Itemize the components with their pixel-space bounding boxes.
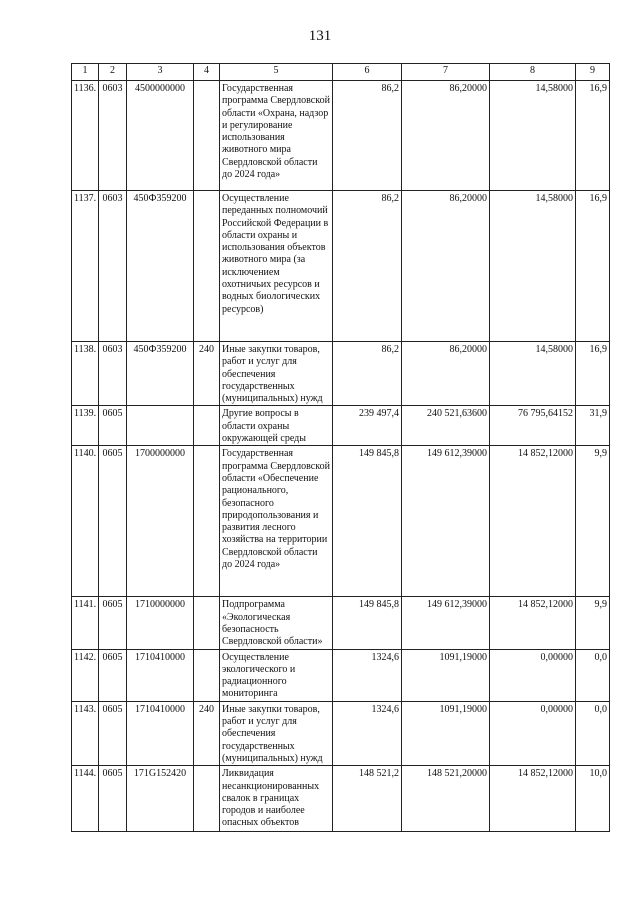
target-code: 450Ф359200 bbox=[127, 191, 194, 342]
table-row bbox=[72, 81, 610, 191]
section-code: 0603 bbox=[99, 342, 127, 406]
expense-code bbox=[194, 766, 220, 832]
row-number: 1138. bbox=[72, 342, 99, 406]
table-row bbox=[72, 406, 610, 446]
percent-value: 31,9 bbox=[576, 406, 610, 446]
expense-code bbox=[194, 446, 220, 597]
plan-value: 149 845,8 bbox=[333, 446, 402, 597]
plan-value: 86,2 bbox=[333, 81, 402, 191]
row-number: 1144. bbox=[72, 766, 99, 832]
plan-value: 149 845,8 bbox=[333, 597, 402, 649]
target-code: 450Ф359200 bbox=[127, 342, 194, 406]
row-number: 1139. bbox=[72, 406, 99, 446]
section-code: 0605 bbox=[99, 406, 127, 446]
item-name: Подпрограмма «Экологическая безопасность Свердловской области» bbox=[220, 597, 333, 649]
executed-value: 14 852,12000 bbox=[490, 766, 576, 832]
percent-value: 0,0 bbox=[576, 701, 610, 765]
row-number: 1137. bbox=[72, 191, 99, 342]
page-number: 131 bbox=[308, 28, 332, 44]
section-code: 0605 bbox=[99, 649, 127, 701]
section-code: 0605 bbox=[99, 701, 127, 765]
item-name: Иные закупки товаров, работ и услуг для обеспечения государственных (муниципальных) нужд bbox=[220, 342, 333, 406]
plan-value: 86,2 bbox=[333, 191, 402, 342]
expense-code bbox=[194, 649, 220, 701]
plan-value: 1324,6 bbox=[333, 701, 402, 765]
table-row bbox=[72, 342, 610, 406]
expense-code bbox=[194, 191, 220, 342]
section-code: 0603 bbox=[99, 81, 127, 191]
table-row bbox=[72, 191, 610, 342]
executed-value: 14 852,12000 bbox=[490, 446, 576, 597]
approved-value: 240 521,63600 bbox=[402, 406, 490, 446]
expense-code bbox=[194, 597, 220, 649]
percent-value: 16,9 bbox=[576, 191, 610, 342]
approved-value: 148 521,20000 bbox=[402, 766, 490, 832]
approved-value: 149 612,39000 bbox=[402, 597, 490, 649]
target-code: 4500000000 bbox=[127, 81, 194, 191]
target-code: 171G152420 bbox=[127, 766, 194, 832]
table-row bbox=[72, 766, 610, 832]
percent-value: 16,9 bbox=[576, 81, 610, 191]
item-name: Ликвидация несанкционированных свалок в границах городов и наиболее опасных объектов bbox=[220, 766, 333, 832]
target-code bbox=[127, 406, 194, 446]
executed-value: 14,58000 bbox=[490, 81, 576, 191]
executed-value: 0,00000 bbox=[490, 649, 576, 701]
executed-value: 14,58000 bbox=[490, 191, 576, 342]
row-number: 1140. bbox=[72, 446, 99, 597]
row-number: 1143. bbox=[72, 701, 99, 765]
target-code: 1710410000 bbox=[127, 701, 194, 765]
expense-code bbox=[194, 81, 220, 191]
section-code: 0603 bbox=[99, 191, 127, 342]
approved-value: 86,20000 bbox=[402, 81, 490, 191]
header-col-8: 8 bbox=[490, 64, 576, 81]
executed-value: 76 795,64152 bbox=[490, 406, 576, 446]
item-name: Иные закупки товаров, работ и услуг для обеспечения государственных (муниципальных) нужд bbox=[220, 701, 333, 765]
target-code: 1710410000 bbox=[127, 649, 194, 701]
approved-value: 86,20000 bbox=[402, 342, 490, 406]
approved-value: 1091,19000 bbox=[402, 701, 490, 765]
plan-value: 148 521,2 bbox=[333, 766, 402, 832]
table-row bbox=[72, 446, 610, 597]
item-name: Осуществление экологического и радиационного мониторинга bbox=[220, 649, 333, 701]
percent-value: 0,0 bbox=[576, 649, 610, 701]
item-name: Государственная программа Свердловской области «Охрана, надзор и регулирование использования животного мира Свердловской области до 2024 года» bbox=[220, 81, 333, 191]
percent-value: 10,0 bbox=[576, 766, 610, 832]
section-code: 0605 bbox=[99, 766, 127, 832]
target-code: 1710000000 bbox=[127, 597, 194, 649]
row-number: 1141. bbox=[72, 597, 99, 649]
item-name: Государственная программа Свердловской области «Обеспечение рационального, безопасного природопользования и развития лесного хозяйства на территории Свердловской области до 2024 года» bbox=[220, 446, 333, 597]
header-col-6: 6 bbox=[333, 64, 402, 81]
header-col-2: 2 bbox=[99, 64, 127, 81]
approved-value: 1091,19000 bbox=[402, 649, 490, 701]
target-code: 1700000000 bbox=[127, 446, 194, 597]
budget-table bbox=[71, 63, 610, 832]
expense-code bbox=[194, 406, 220, 446]
expense-code: 240 bbox=[194, 342, 220, 406]
header-col-7: 7 bbox=[402, 64, 490, 81]
section-code: 0605 bbox=[99, 446, 127, 597]
percent-value: 9,9 bbox=[576, 446, 610, 597]
plan-value: 1324,6 bbox=[333, 649, 402, 701]
plan-value: 86,2 bbox=[333, 342, 402, 406]
plan-value: 239 497,4 bbox=[333, 406, 402, 446]
approved-value: 86,20000 bbox=[402, 191, 490, 342]
item-name: Другие вопросы в области охраны окружающей среды bbox=[220, 406, 333, 446]
header-col-9: 9 bbox=[576, 64, 610, 81]
row-number: 1136. bbox=[72, 81, 99, 191]
table-row bbox=[72, 649, 610, 701]
percent-value: 16,9 bbox=[576, 342, 610, 406]
expense-code: 240 bbox=[194, 701, 220, 765]
section-code: 0605 bbox=[99, 597, 127, 649]
table-row bbox=[72, 597, 610, 649]
item-name: Осуществление переданных полномочий Российской Федерации в области охраны и использования объектов животного мира (за исключением охотничьих ресурсов и водных биологических ресурсов) bbox=[220, 191, 333, 342]
header-col-4: 4 bbox=[194, 64, 220, 81]
executed-value: 14,58000 bbox=[490, 342, 576, 406]
executed-value: 0,00000 bbox=[490, 701, 576, 765]
approved-value: 149 612,39000 bbox=[402, 446, 490, 597]
table-header-row bbox=[72, 64, 610, 81]
percent-value: 9,9 bbox=[576, 597, 610, 649]
header-col-1: 1 bbox=[72, 64, 99, 81]
header-col-5: 5 bbox=[220, 64, 333, 81]
table-row bbox=[72, 701, 610, 765]
header-col-3: 3 bbox=[127, 64, 194, 81]
row-number: 1142. bbox=[72, 649, 99, 701]
executed-value: 14 852,12000 bbox=[490, 597, 576, 649]
